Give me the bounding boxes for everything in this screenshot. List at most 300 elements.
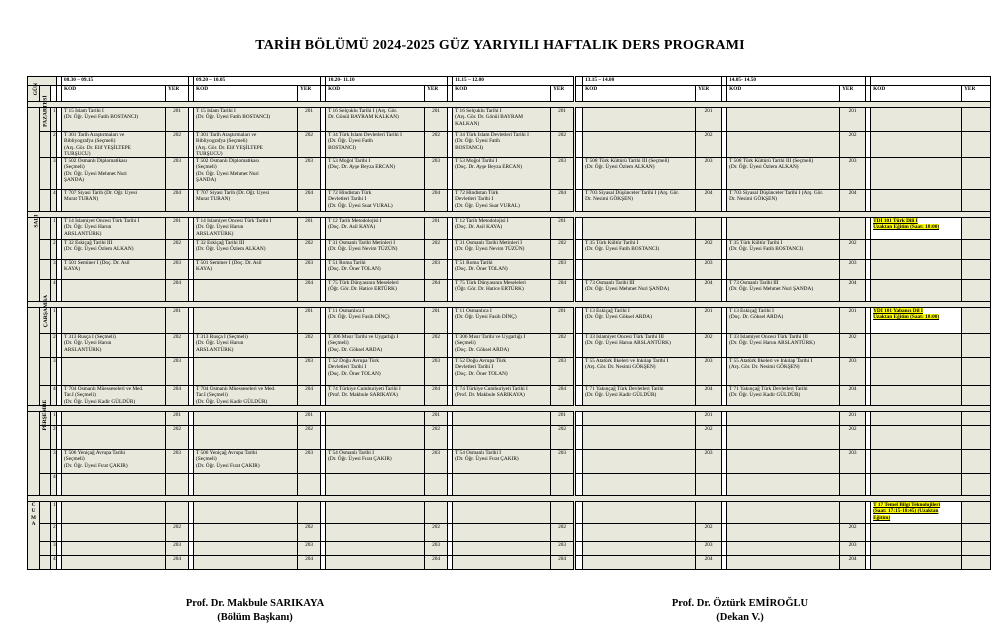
schedule-row <box>28 412 991 426</box>
course-cell: T 51 Roma Tarihi (Doç. Dr. Öner TOLAN) <box>453 260 551 280</box>
course-cell <box>583 132 696 158</box>
page-title: TARİH BÖLÜMÜ 2024-2025 GÜZ YARIYILI HAFTALIK DERS PROGRAMI <box>255 38 745 53</box>
gap-cell <box>575 556 583 570</box>
room-cell: 202 <box>166 524 189 542</box>
room-cell: 204 <box>425 556 448 570</box>
row-spacer <box>40 502 51 524</box>
course-cell: T 502 Osmanlı Diplomatikası (Seçmeli) (Dr. Öğr. Üyesi Mehmet Nuri ŞANDA) <box>62 158 166 190</box>
yer-header: YER <box>166 86 189 102</box>
course-cell <box>194 556 298 570</box>
course-cell: T 707 Siyasi Tarih (Dr. Öğr. Üyesi Murat TURAN) <box>194 190 298 212</box>
room-cell: 203 <box>840 358 866 386</box>
signature-name: Prof. Dr. Öztürk EMİROĞLU <box>671 598 809 609</box>
room-cell: 203 <box>551 450 575 474</box>
schedule-row <box>28 358 991 386</box>
course-cell <box>871 158 962 190</box>
course-cell <box>194 412 298 426</box>
course-cell <box>326 426 425 450</box>
room-cell <box>166 474 189 496</box>
room-cell <box>962 556 991 570</box>
row-spacer <box>40 158 51 190</box>
course-cell: T 32 Eskiçağ Tarihi III (Dr. Öğr. Üyesi Özlem ALKAN) <box>62 240 166 260</box>
course-cell <box>727 218 840 240</box>
room-cell: 202 <box>840 132 866 158</box>
room-cell: 201 <box>166 218 189 240</box>
course-cell <box>194 426 298 450</box>
room-cell: 204 <box>425 280 448 302</box>
course-cell <box>583 426 696 450</box>
course-cell <box>583 260 696 280</box>
course-cell: T 52 Doğu Avrupa Türk Devletleri Tarihi I (Doç. Dr. Öner TOLAN) <box>326 358 425 386</box>
room-cell: 203 <box>298 358 321 386</box>
course-cell <box>871 190 962 212</box>
course-cell <box>326 556 425 570</box>
room-cell: 202 <box>166 334 189 358</box>
room-cell: 202 <box>840 240 866 260</box>
course-cell <box>871 412 962 426</box>
gap-cell <box>575 158 583 190</box>
room-cell: 201 <box>551 308 575 334</box>
course-cell <box>194 308 298 334</box>
room-cell: 201 <box>840 108 866 132</box>
room-cell: 201 <box>551 412 575 426</box>
schedule-table <box>27 76 991 570</box>
signature-role: (Dekan V.) <box>716 612 764 623</box>
course-cell <box>727 132 840 158</box>
course-cell <box>62 502 166 524</box>
schedule-row <box>28 542 991 556</box>
slot-number: 1 <box>51 308 57 334</box>
gap-cell <box>575 190 583 212</box>
room-cell: 204 <box>166 556 189 570</box>
course-cell: T 31 Osmanlı Tarihi Metinleri I (Dr. Öğr. Üyesi Nevim TÜZÜN) <box>453 240 551 260</box>
schedule-row <box>28 158 991 190</box>
course-cell <box>62 412 166 426</box>
course-cell <box>871 108 962 132</box>
course-cell <box>453 426 551 450</box>
course-cell <box>583 556 696 570</box>
room-cell: 202 <box>551 426 575 450</box>
course-cell: T 35 Türk Kültür Tarihi I (Dr. Öğr. Üyesi Fatih BOSTANCI) <box>583 240 696 260</box>
course-cell <box>871 556 962 570</box>
online-course-label: TDİ 101 Türk Dili I Uzaktan Eğitim (Saat: 18:00) <box>873 218 940 231</box>
schedule-row <box>28 474 991 496</box>
course-cell: T 11 Osmanlıca I (Dr. Öğr. Üyesi Fasih DİNÇ) <box>326 308 425 334</box>
course-cell <box>871 386 962 406</box>
course-cell: T 75 Türk Dünyasının Meseleleri (Öğr. Gör. Dr. Hatice ERTÜRK) <box>326 280 425 302</box>
room-cell: 201 <box>551 218 575 240</box>
kod-header: KOD <box>453 86 551 102</box>
room-cell: 204 <box>551 386 575 406</box>
day-header <box>28 82 40 102</box>
day-header-label: GÜN <box>33 82 40 96</box>
course-cell: T 55 Atatürk İlkeleri ve İnkılap Tarihi I (Arş. Gör. Dr. Nesimi GÖKŞEN) <box>727 358 840 386</box>
schedule-row <box>28 426 991 450</box>
schedule-row <box>28 386 991 406</box>
course-cell: T 502 Osmanlı Diplomatikası (Seçmeli) (Dr. Öğr. Üyesi Mehmet Nuri ŞANDA) <box>194 158 298 190</box>
time-row <box>28 77 991 86</box>
schedule-row <box>28 502 991 524</box>
schedule-row <box>28 218 991 240</box>
course-cell <box>62 358 166 386</box>
kod-header: KOD <box>326 86 425 102</box>
course-cell <box>871 358 962 386</box>
room-cell: 204 <box>840 556 866 570</box>
room-cell <box>962 260 991 280</box>
day-label: PERŞEMBE <box>42 399 49 431</box>
slot-number: 4 <box>51 386 57 406</box>
room-cell <box>962 386 991 406</box>
time-slot-6: 14.05- 14.50 <box>727 77 866 86</box>
room-cell <box>962 542 991 556</box>
course-cell <box>871 474 962 496</box>
course-cell: T 53 Moğol Tarihi I (Doç. Dr. Ayşe Beyza ERCAN) <box>326 158 425 190</box>
course-cell <box>871 280 962 302</box>
course-cell: T 16 Selçuklu Tarihi I (Arş. Gör. Dr. Gönül BAYRAM KALKAN) <box>453 108 551 132</box>
course-cell: T 707 Siyasi Tarih (Dr. Öğr. Üyesi Murat TURAN) <box>62 190 166 212</box>
kod-header: KOD <box>871 86 962 102</box>
room-cell: 201 <box>425 108 448 132</box>
room-cell: 202 <box>298 524 321 542</box>
schedule-row <box>28 524 991 542</box>
slot-number: 4 <box>51 474 57 496</box>
course-cell <box>194 542 298 556</box>
room-cell <box>962 158 991 190</box>
room-cell: 204 <box>840 280 866 302</box>
room-cell: 201 <box>298 412 321 426</box>
room-cell: 202 <box>696 426 722 450</box>
room-cell <box>962 524 991 542</box>
room-cell: 202 <box>696 334 722 358</box>
room-cell: 202 <box>840 426 866 450</box>
room-cell: 202 <box>551 240 575 260</box>
slot-number: 2 <box>51 132 57 158</box>
room-cell: 203 <box>840 450 866 474</box>
day-label: CUMA <box>31 502 36 528</box>
gap-cell <box>575 426 583 450</box>
time-slot-2: 09.20 – 10.05 <box>194 77 321 86</box>
room-cell: 203 <box>696 358 722 386</box>
course-cell <box>727 502 840 524</box>
course-cell: T 51 Roma Tarihi (Doç. Dr. Öner TOLAN) <box>326 260 425 280</box>
course-cell: T 703 Siyasal Düşünceler Tarihi I (Arş. Gör. Dr. Nesimi GÖKŞEN) <box>583 190 696 212</box>
room-cell <box>425 502 448 524</box>
course-cell <box>453 556 551 570</box>
row-spacer <box>40 450 51 474</box>
row-spacer <box>40 524 51 542</box>
course-cell <box>62 474 166 496</box>
time-slot-5: 13.15 – 14.00 <box>583 77 722 86</box>
day-label-cell <box>28 295 50 406</box>
room-cell: 203 <box>551 158 575 190</box>
room-cell: 201 <box>298 218 321 240</box>
room-cell: 204 <box>298 386 321 406</box>
course-cell <box>727 108 840 132</box>
yer-header: YER <box>840 86 866 102</box>
room-cell: 204 <box>696 190 722 212</box>
course-cell <box>871 308 962 334</box>
room-cell: 203 <box>298 260 321 280</box>
course-cell: T 15 İslam Tarihi I (Dr. Öğr. Üyesi Fatih BOSTANCI) <box>194 108 298 132</box>
room-cell: 202 <box>551 132 575 158</box>
course-cell <box>326 474 425 496</box>
room-cell: 203 <box>298 158 321 190</box>
course-cell <box>871 218 962 240</box>
time-slot-3: 10.20- 11.10 <box>326 77 448 86</box>
course-cell: T 704 Osmanlı Müesseseleri ve Med. Tar.I (Seçmeli) (Dr. Öğr. Üyesi Kadir GÜLDÜR) <box>62 386 166 406</box>
course-cell: T 506 Yeniçağ Avrupa Tarihi (Seçmeli) (Dr. Öğr. Üyesi Fırat ÇAKIR) <box>62 450 166 474</box>
course-cell <box>326 412 425 426</box>
day-label-cell <box>28 95 49 212</box>
course-cell: T 71 Yakınçağ Türk Devletleri Tarihi (Dr. Öğr. Üyesi Kadir GÜLDÜR) <box>727 386 840 406</box>
course-cell <box>453 474 551 496</box>
room-cell: 204 <box>840 190 866 212</box>
room-cell <box>962 450 991 474</box>
course-cell: T 34 Türk İslam Devletleri Tarihi I (Dr. Öğr. Üyesi Fatih BOSTANCI) <box>326 132 425 158</box>
room-cell <box>962 132 991 158</box>
course-cell: T 301 Tarih Araştırmaları ve Bibliyografya (Seçmeli) (Arş. Gör. Dr. Elif YEŞİLTEPE TURŞUCU) <box>194 132 298 158</box>
course-cell <box>583 412 696 426</box>
course-cell: T 33 İslamiyet Öncesi Türk Tarihi III (Dr. Öğr. Üyesi Harun ARSLANTÜRK) <box>583 334 696 358</box>
course-cell <box>194 502 298 524</box>
slot-number: 2 <box>51 426 57 450</box>
course-cell: T 52 Doğu Avrupa Türk Devletleri Tarihi I (Doç. Dr. Öner TOLAN) <box>453 358 551 386</box>
room-cell: 204 <box>425 190 448 212</box>
schedule-row <box>28 132 991 158</box>
course-cell: T 71 Yakınçağ Türk Devletleri Tarihi (Dr. Öğr. Üyesi Kadir GÜLDÜR) <box>583 386 696 406</box>
room-cell: 204 <box>551 280 575 302</box>
course-cell: T 72 Hindistan Türk Devletleri Tarihi I (Dr. Öğr. Üyesi Suat VURAL) <box>453 190 551 212</box>
kod-header: KOD <box>583 86 696 102</box>
room-cell <box>696 502 722 524</box>
gap-cell <box>575 358 583 386</box>
room-cell: 201 <box>551 108 575 132</box>
gap-cell <box>575 386 583 406</box>
room-cell: 203 <box>696 158 722 190</box>
room-cell: 204 <box>298 190 321 212</box>
room-cell: 201 <box>166 412 189 426</box>
course-cell: T 34 Türk İslam Devletleri Tarihi I (Dr. Öğr. Üyesi Fatih BOSTANCI) <box>453 132 551 158</box>
signature-role: (Bölüm Başkanı) <box>217 612 293 623</box>
course-cell: T 508 Türk Kültürü Tarihi III (Seçmeli) (Dr. Öğr. Üyesi Özlem ALKAN) <box>583 158 696 190</box>
slot-number: 4 <box>51 280 57 302</box>
room-cell: 203 <box>298 542 321 556</box>
row-spacer <box>40 132 51 158</box>
room-cell: 201 <box>425 218 448 240</box>
course-cell: T 501 Seminer I (Doç. Dr. Asil KAYA) <box>194 260 298 280</box>
course-cell <box>727 556 840 570</box>
gap-cell <box>575 542 583 556</box>
schedule-row <box>28 308 991 334</box>
room-cell: 202 <box>840 334 866 358</box>
gap-cell <box>575 502 583 524</box>
room-cell: 202 <box>298 334 321 358</box>
slot-number: 3 <box>51 542 57 556</box>
course-cell: T 74 Türkiye Cumhuriyeti Tarihi I (Prof. Dr. Makbule SARIKAYA) <box>453 386 551 406</box>
course-cell <box>871 502 962 524</box>
course-cell <box>583 218 696 240</box>
course-cell <box>871 426 962 450</box>
room-cell: 202 <box>166 240 189 260</box>
course-cell: T 313 Rusça I (Seçmeli) (Dr. Öğr. Üyesi Harun ARSLANTÜRK) <box>62 334 166 358</box>
course-cell: T 14 İslamiyet Öncesi Türk Tarihi I (Dr. Öğr. Üyesi Harun ARSLANTÜRK) <box>194 218 298 240</box>
room-cell <box>962 308 991 334</box>
room-cell: 201 <box>425 412 448 426</box>
signature-left <box>130 597 380 625</box>
course-cell <box>62 556 166 570</box>
course-cell <box>583 474 696 496</box>
course-cell <box>62 280 166 302</box>
room-cell: 202 <box>840 524 866 542</box>
course-cell: T 53 Moğol Tarihi I (Doç. Dr. Ayşe Beyza ERCAN) <box>453 158 551 190</box>
yer-header: YER <box>551 86 575 102</box>
room-cell <box>962 412 991 426</box>
schedule-row <box>28 260 991 280</box>
room-cell: 203 <box>425 450 448 474</box>
course-cell: T 703 Siyasal Düşünceler Tarihi I (Arş. Gör. Dr. Nesimi GÖKŞEN) <box>727 190 840 212</box>
yer-header: YER <box>696 86 722 102</box>
room-cell: 201 <box>166 108 189 132</box>
time-slot-7 <box>871 77 991 86</box>
room-cell: 204 <box>551 190 575 212</box>
kod-header: KOD <box>62 86 166 102</box>
course-cell <box>453 412 551 426</box>
course-cell <box>62 542 166 556</box>
row-spacer <box>40 240 51 260</box>
course-cell <box>194 280 298 302</box>
course-cell <box>727 426 840 450</box>
course-cell: T 35 Türk Kültür Tarihi I (Dr. Öğr. Üyesi Fatih BOSTANCI) <box>727 240 840 260</box>
room-cell: 204 <box>298 556 321 570</box>
room-cell: 202 <box>425 426 448 450</box>
room-cell: 201 <box>425 308 448 334</box>
room-cell: 202 <box>298 426 321 450</box>
room-cell: 202 <box>425 334 448 358</box>
room-cell <box>962 426 991 450</box>
row-spacer <box>40 474 51 496</box>
gap-cell <box>575 132 583 158</box>
room-cell: 202 <box>425 240 448 260</box>
course-cell <box>583 108 696 132</box>
course-cell: T 306 Mısır Tarihi ve Uygarlığı I (Seçmeli) (Doç. Dr. Göksel ARDA) <box>326 334 425 358</box>
day-label: SALI <box>33 214 40 228</box>
header-row <box>28 86 991 102</box>
room-cell: 203 <box>166 358 189 386</box>
room-cell <box>840 502 866 524</box>
course-cell <box>727 524 840 542</box>
course-cell: T 75 Türk Dünyasının Meseleleri (Öğr. Gör. Dr. Hatice ERTÜRK) <box>453 280 551 302</box>
room-cell: 201 <box>298 308 321 334</box>
day-label-cell <box>28 399 49 496</box>
course-cell <box>326 524 425 542</box>
room-cell: 203 <box>840 158 866 190</box>
room-cell <box>840 218 866 240</box>
room-cell: 202 <box>298 132 321 158</box>
room-cell: 204 <box>696 556 722 570</box>
gap-cell <box>575 260 583 280</box>
time-slot-4: 11.15 – 12.00 <box>453 77 575 86</box>
course-cell: T 704 Osmanlı Müesseseleri ve Med. Tar.I (Seçmeli) (Dr. Öğr. Üyesi Kadir GÜLDÜR) <box>194 386 298 406</box>
room-cell: 202 <box>551 524 575 542</box>
course-cell: T 313 Rusça I (Seçmeli) (Dr. Öğr. Üyesi Harun ARSLANTÜRK) <box>194 334 298 358</box>
course-cell <box>62 308 166 334</box>
room-cell: 203 <box>166 450 189 474</box>
row-spacer <box>40 190 51 212</box>
room-cell <box>696 474 722 496</box>
room-cell <box>840 474 866 496</box>
gap-cell <box>575 240 583 260</box>
room-cell: 203 <box>696 450 722 474</box>
course-cell: T 14 İslamiyet Öncesi Türk Tarihi I (Dr. Öğr. Üyesi Harun ARSLANTÜRK) <box>62 218 166 240</box>
course-cell: T 32 Eskiçağ Tarihi III (Dr. Öğr. Üyesi Özlem ALKAN) <box>194 240 298 260</box>
slot-number: 1 <box>51 218 57 240</box>
course-cell <box>194 474 298 496</box>
room-cell: 203 <box>425 358 448 386</box>
course-cell: T 508 Türk Kültürü Tarihi III (Seçmeli) (Dr. Öğr. Üyesi Özlem ALKAN) <box>727 158 840 190</box>
yer-header: YER <box>962 86 991 102</box>
room-cell: 202 <box>696 132 722 158</box>
course-cell: T 55 Atatürk İlkeleri ve İnkılap Tarihi I (Arş. Gör. Dr. Nesimi GÖKŞEN) <box>583 358 696 386</box>
corner-cell <box>28 77 57 86</box>
room-cell: 204 <box>696 386 722 406</box>
course-cell <box>871 450 962 474</box>
room-cell: 202 <box>551 334 575 358</box>
room-cell: 204 <box>298 280 321 302</box>
course-cell: T 73 Osmanlı Tarihi III (Dr. Öğr. Üyesi Mehmet Nuri ŞANDA) <box>727 280 840 302</box>
room-cell: 203 <box>696 260 722 280</box>
kod-header: KOD <box>194 86 298 102</box>
slot-number: 1 <box>51 108 57 132</box>
room-cell: 203 <box>166 260 189 280</box>
room-cell: 203 <box>166 158 189 190</box>
room-cell: 203 <box>840 260 866 280</box>
room-cell <box>696 218 722 240</box>
room-cell: 204 <box>166 386 189 406</box>
room-cell: 201 <box>696 108 722 132</box>
room-cell <box>962 108 991 132</box>
room-cell: 203 <box>425 260 448 280</box>
course-cell: T 15 İslam Tarihi I (Dr. Öğr. Üyesi Fatih BOSTANCI) <box>62 108 166 132</box>
slot-number: 2 <box>51 524 57 542</box>
room-cell: 202 <box>298 240 321 260</box>
room-cell: 204 <box>166 280 189 302</box>
room-cell <box>962 240 991 260</box>
room-cell <box>166 502 189 524</box>
room-cell <box>551 474 575 496</box>
slot-number: 1 <box>51 412 57 426</box>
room-cell: 202 <box>425 524 448 542</box>
course-cell: T 31 Osmanlı Tarihi Metinleri I (Dr. Öğr. Üyesi Nevim TÜZÜN) <box>326 240 425 260</box>
row-spacer <box>40 556 51 570</box>
room-cell <box>962 334 991 358</box>
room-cell <box>962 190 991 212</box>
course-cell <box>871 542 962 556</box>
slot-number: 4 <box>51 190 57 212</box>
room-cell: 203 <box>425 542 448 556</box>
course-cell <box>727 260 840 280</box>
room-cell: 203 <box>298 450 321 474</box>
room-cell: 203 <box>696 542 722 556</box>
course-cell <box>583 502 696 524</box>
gap-cell <box>575 450 583 474</box>
gap-cell <box>575 474 583 496</box>
course-cell <box>871 240 962 260</box>
course-cell <box>727 542 840 556</box>
schedule-row <box>28 280 991 302</box>
room-cell: 203 <box>551 358 575 386</box>
row-spacer <box>40 334 51 358</box>
yer-header: YER <box>425 86 448 102</box>
